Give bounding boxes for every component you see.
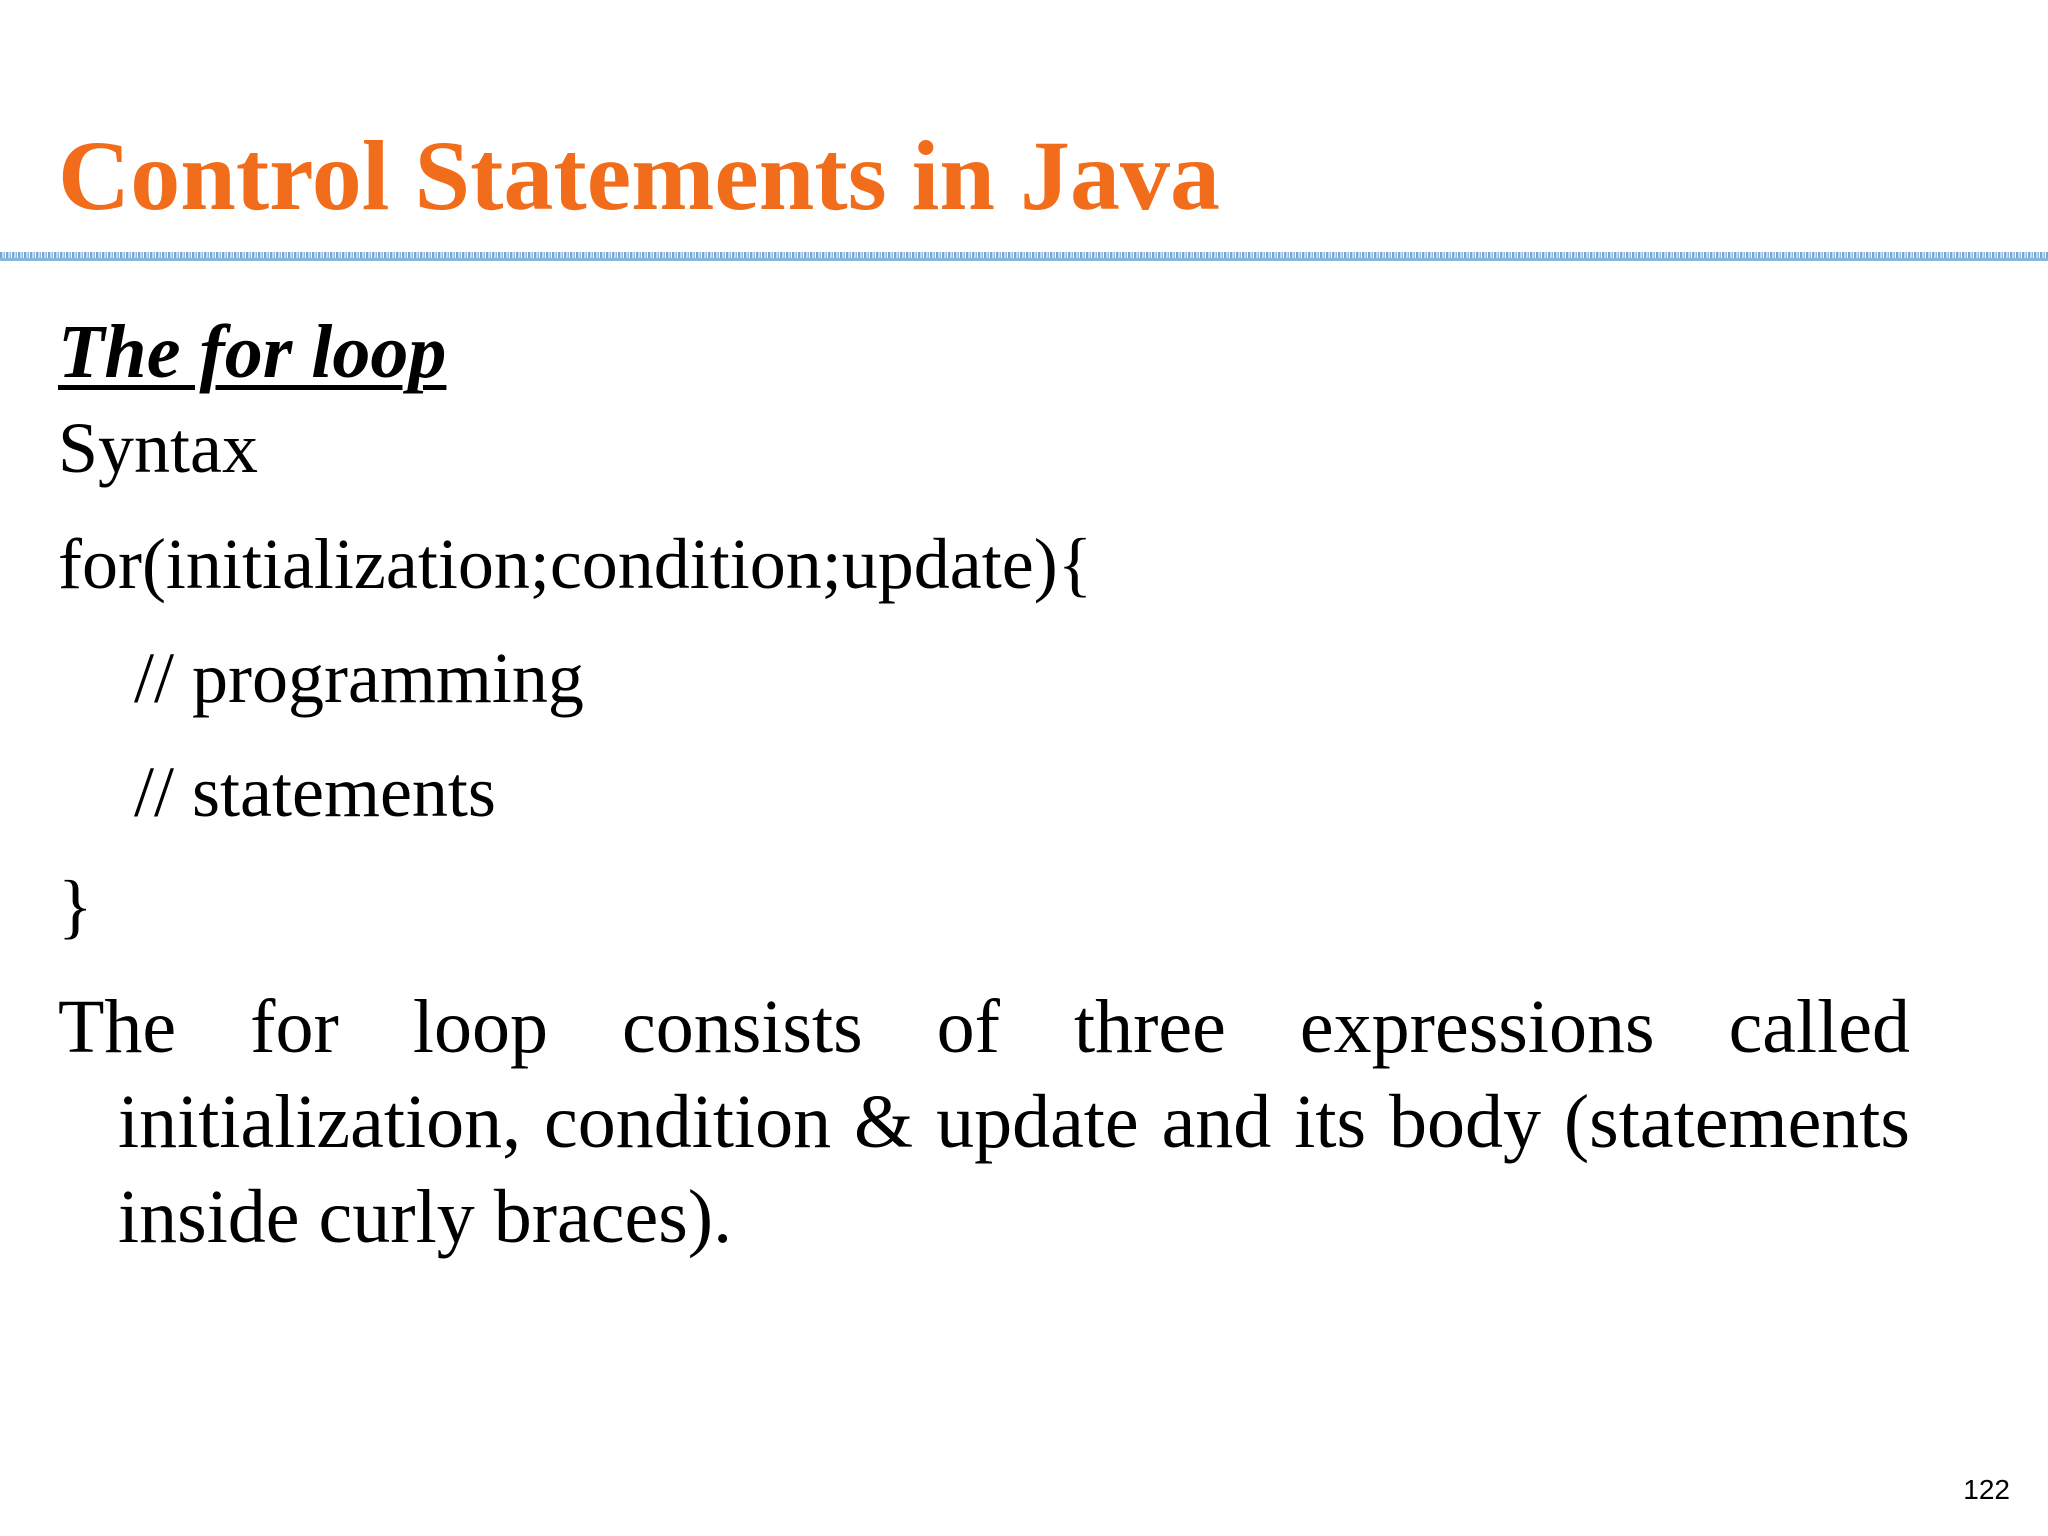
code-comment-programming: // programming bbox=[134, 638, 584, 718]
description-paragraph: The for loop consists of three expressions called initialization, condition & update and its body (statements inside curly braces). bbox=[58, 985, 1910, 1259]
slide-title: Control Statements in Java bbox=[58, 120, 1221, 231]
divider-line bbox=[0, 258, 2048, 261]
code-line-for: for(initialization;condition;update){ bbox=[58, 524, 1093, 604]
syntax-label: Syntax bbox=[58, 408, 259, 488]
page-number: 122 bbox=[1963, 1474, 2010, 1505]
code-comment-statements: // statements bbox=[134, 752, 496, 832]
title-divider bbox=[0, 252, 2048, 266]
section-heading: The for loop bbox=[58, 310, 447, 394]
code-closing-brace: } bbox=[58, 866, 93, 946]
